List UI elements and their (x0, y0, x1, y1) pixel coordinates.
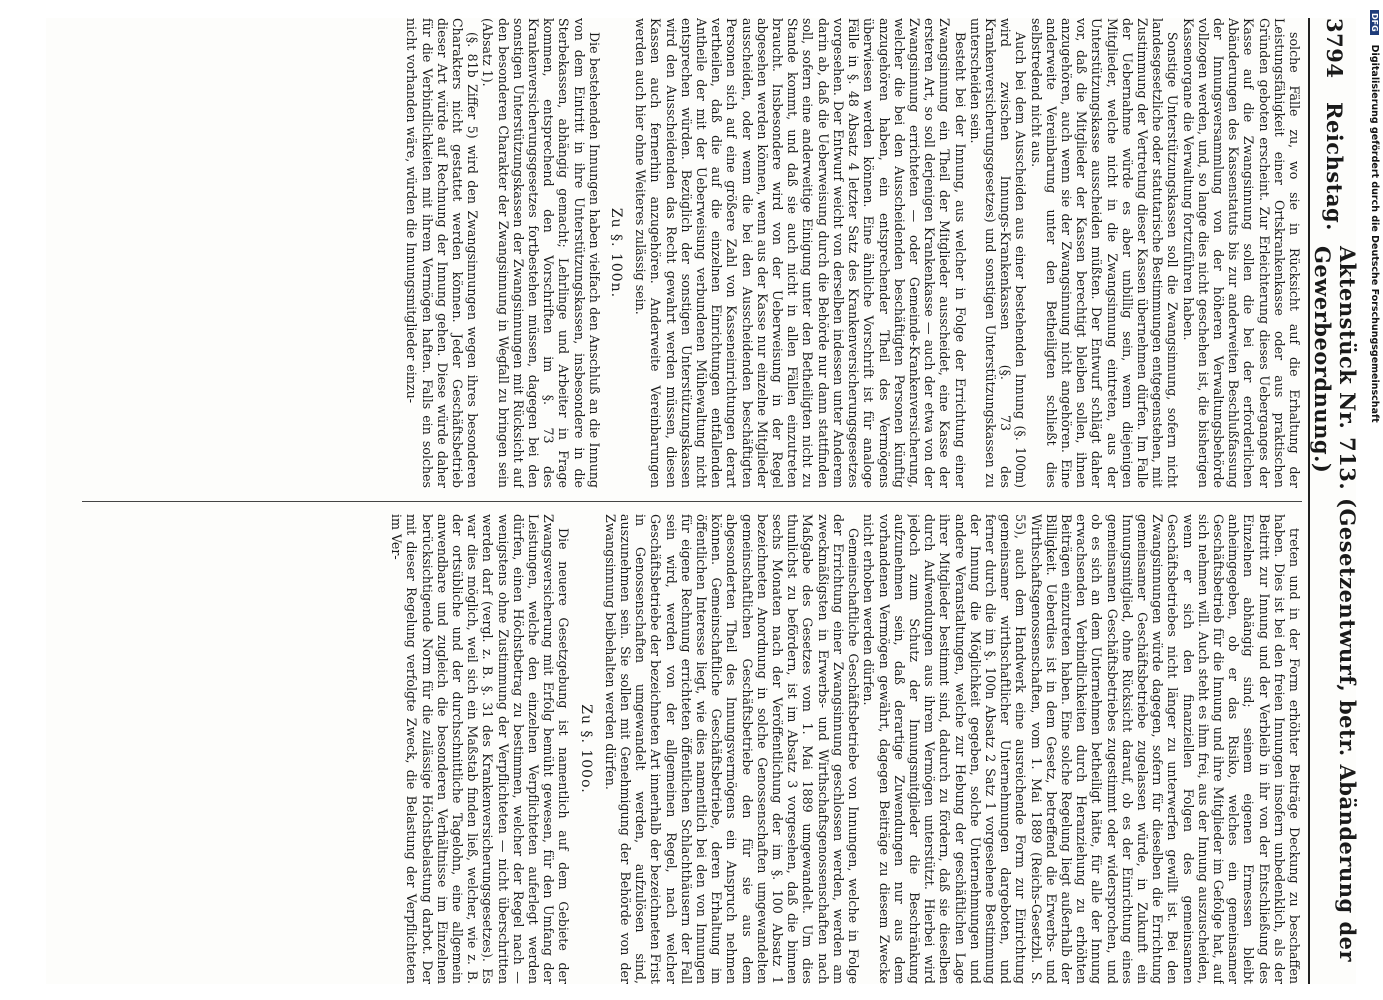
funding-text: Digitalisierung gefördert durch die Deutsche Forschungsgemeinschaft (1369, 44, 1380, 423)
scanned-page (46, 18, 1360, 984)
dfg-logo: DFG (1370, 10, 1379, 35)
digitization-sidebar (1368, 10, 1380, 990)
paragraph: solche Fälle zu, wo sie in Rücksicht auf die Erhaltung der Leistungsfähigkeit einer Ortskrankenkasse oder aus praktischen Gründen geboten erscheint. Zur Erleichterung dieses Ueberganges der Kasse auf die Zwangsinnung sollen die bei der erforderlichen Abänderungen des Kassenstatuts bis zur anderweiten Beschlußfassung der Innungsversammlung von der höheren Verwaltungsbehörde vollzogen werden, und, so lange dies nicht geschehen ist, die bisherigen Kassenorgane die Verwaltung fortzuführen haben. (1180, 18, 1302, 488)
paragraph: Gemeinschaftliche Geschäftsbetriebe von Innungen, welche in Folge der Errichtung einer Zwangsinnung geschlossen werden, werden am zweckmäßigsten in Erwerbs- und Wirthschaftsgenossenschaften nach Maßgabe des Gesetzes vom 1. Mai 1889 umgewandelt. Um dies thunlichst zu befördern, ist im Absatz 3 vorgesehen, daß die binnen sechs Monaten nach der Veröffentlichung der im §. 100 Absatz 1 bezeichneten Anordnung in solche Genossenschaften umgewandelten gemeinschaftlichen Geschäftsbetriebe den für sie aus dem abgesonderten Theil des Innungsvermögens ein Anspruch nehmen können. Gemeinschaftliche Geschäftsbetriebe, deren Erhaltung im öffentlichen Interesse liegt, wie dies namentlich bei den von Innungen für eigene Rechnung errichteten öffentlichen Schlachthäusern der Fall sein wird, werden von der allgemeinen Regel, nach welcher Geschäftsbetriebe der bezeichneten Art innerhalb der bezeichneten Frist in Genossenschaften umgewandelt werden, aufzulösen sind, auszunehmen sein. Sie sollen mit Genehmigung der Behörde von der Zwangsinnung beibehalten werden dürfen. (602, 514, 862, 984)
section-heading: Zu §. 100n. (608, 207, 625, 299)
right-column (67, 514, 1302, 984)
chamber-name: Reichstag. (1322, 102, 1348, 231)
paragraph: Die bestehenden Innungen haben vielfach den Anschluß an die Innung von dem Eintritt in ihre Unterstützungskassen, insbesondere in die Sterbekassen, abhängig gemacht; Lehrlinge und Arbeiter in Frage kommen, entsprechend den Vorschriften im §. 73 des Krankenversicherungsgesetzes fortbestehen müssen, dagegen bei den sonstigen Unterstützungskassen der Zwangsinnungen mit Rücksicht auf den besonderen Charakter der Zwangsinnung in Wegfall zu bringen sein (Absatz 1). (480, 18, 602, 488)
page-number: 3794 (1322, 18, 1348, 79)
paragraph: treten und in der Form erhöhter Beiträge Deckung zu beschaffen haben. Dies ist bei den freien Innungen insofern unbedenklich, als der Beitritt zur Innung und der Verbleib in ihr von der Entschließung des Einzelnen abhängig sind; seinem eigenen Ermessen bleibt anheimgegeben, ob er das Risiko, welches ein gemeinsamer Geschäftsbetrieb für die Innung und ihre Mitglieder im Gefolge hat, auf sich nehmen will. Auch steht es ihm frei, aus der Innung auszuscheiden, wenn er sich den finanziellen Folgen des gemeinsamen Geschäftsbetriebes nicht länger zu unterwerfen gewillt ist. Bei den Zwangsinnungen würde dagegen, sofern für dieselben die Errichtung gemeinsamer Geschäftsbetriebe zugelassen würde, in Zukunft ein Innungsmitglied, ohne Rücksicht darauf, ob es der Einrichtung eines gemeinsamen Geschäftsbetriebes zugestimmt oder widersprochen, und ob es sich an dem Unternehmen betheiligt hätte, für alle der Innung erwachsenden Verbindlichkeiten durch Heranziehung zu erhöhten Beiträgen einzutreten haben. Eine solche Regelung liegt außerhalb der Billigkeit. Ueberdies ist in dem Gesetz, betreffend die Erwerbs- und Wirthschaftsgenossenschaften, vom 1. Mai 1889 (Reichs-Gesetzbl. S. 55), auch dem Handwerk eine ausreichende Form zur Einrichtung gemeinsamer wirthschaftlicher Unternehmungen dargeboten, und ferner durch die im §. 100n Absatz 2 Satz 1 vorgesehene Bestimmung der Innung die Möglichkeit gegeben, solche Unternehmungen und andere Veranstaltungen, welche zur Hebung der geschäftlichen Lage ihrer Mitglieder bestimmt sind, dadurch zu fördern, daß sie dieselben durch Aufwendungen aus ihrem Vermögen unterstützt. Hierbei wird jedoch zum Schutz der Innungsmitglieder die Beschränkung aufzunehmen sein, daß derartige Zuwendungen nur aus dem vorhandenen Vermögen gewährt, dagegen Beiträge zu diesem Zwecke nicht erhoben werden dürfen. (861, 514, 1302, 984)
funding-note (1368, 10, 1380, 990)
paragraph: Die neuere Gesetzgebung ist namentlich auf dem Gebiete der Zwangsversicherung mit Erfolg bemüht gewesen, für den Umfang der Leistungen, welche den einzelnen Verpflichteten auferlegt werden dürfen, einen Höchstbetrag zu bestimmen, welcher der Regel nach — wenigstens ohne Zustimmung der Verpflichteten — nicht überschritten werden darf (vergl. z. B. §. 31 des Krankenversicherungsgesetzes). Es war dies möglich, weil sich ein Maßstab finden ließ, welcher, wie z. B. der ortsübliche und der durchschnittliche Tagelohn, eine allgemein anwendbare und zugleich die besonderen Verhältnisse im Einzelnen berücksichtigende Norm für die zulässige Höchstbelastung darbot. Der mit dieser Regelung verfolgte Zweck, die Belastung der Verpflichteten im Ver- (389, 514, 572, 984)
paragraph: (§. 81b Ziffer 5) wird den Zwangsinnungen wegen ihres besonderen Charakters nicht gestattet werden können. Jeder Geschäftsbetrieb dieser Art würde auf Rechnung der Innung gehen. Diese würde daher für die Verbindlichkeiten mit ihrem Vermögen haften. Falls ein solches nicht vorhanden wäre, würden die Innungsmitglieder einzu- (404, 18, 481, 488)
header-rule (1308, 18, 1310, 984)
rotated-page-content (46, 18, 1360, 984)
paragraph: Besteht bei der Innung, aus welcher in Folge der Errichtung einer Zwangsinnung ein Theil der Mitglieder ausscheidet, eine Kasse der ersteren Art, so soll derjenigen Krankenkasse — auch der etwa von der Zwangsinnung errichteten — oder Gemeinde-Krankenversicherung, welcher die bei den Ausscheidenden beschäftigten Personen künftig anzugehören haben, ein entsprechender Theil des Vermögens überwiesen werden können. Eine ähnliche Vorschrift ist für analoge Fälle in §. 48 Absatz 4 letzter Satz des Krankenversicherungsgesetzes vorgesehen. Der Entwurf weicht von derselben indessen unter Anderem darin ab, daß die Ueberweisung durch die Behörde nur dann stattfinden soll, sofern eine anderweitige Einigung unter den Betheiligten nicht zu Stande kommt, und daß sie auch nicht in allen Fällen einzutreten braucht. Insbesondere wird von der Ueberweisung in der Regel abgesehen werden können, wenn aus der Kasse nur einzelne Mitglieder ausscheiden, oder wenn die bei den Ausscheidenden beschäftigten Personen sich auf eine größere Zahl von Kasseneinrichtungen derart vertheilen, daß die auf die einzelnen Einrichtungen entfallenden Antheile der mit der Ueberweisung verbundenen Mühewaltung nicht entsprechen würden. Bezüglich der sonstigen Unterstützungskassen wird den Ausscheidenden das Recht gewahrt werden müssen, diesen Kassen auch fernerhin anzugehören. Anderweite Vereinbarungen werden auch hier ohne Weiteres zulässig sein. (633, 18, 968, 488)
left-column (67, 18, 1302, 488)
paragraph: Sonstige Unterstützungskassen soll die Zwangsinnung, sofern nicht landesgesetzliche oder statutarische Bestimmungen entgegenstehen, mit Zustimmung der Vertretung dieser Kassen übernehmen dürfen. Im Falle der Uebernahme würde es aber unbillig sein, wenn diejenigen Mitglieder, welche nicht in die Zwangsinnung eintreten, aus der Unterstützungskasse ausscheiden müßten. Der Entwurf schlägt daher vor, daß die Mitglieder der Kassen berechtigt bleiben sollen, ihnen anzugehören, auch wenn sie der Zwangsinnung nicht angehören. Eine anderweite Vereinbarung unter den Betheiligten schließt dies selbstredend nicht aus. (1028, 18, 1181, 488)
column-divider (82, 501, 1302, 502)
paragraph: Auch bei dem Ausscheiden aus einer bestehenden Innung (§. 100m) wird zwischen Innungs-Krankenkassen (§. 73 des Krankenversicherungsgesetzes) und sonstigen Unterstützungskassen zu unterscheiden sein. (967, 18, 1029, 488)
page-header (1310, 18, 1360, 984)
document-title: Aktenstück Nr. 713. (Gesetzentwurf, betr. Abänderung der Gewerbeordnung.) (1310, 246, 1360, 963)
section-heading: Zu §. 100o. (577, 704, 594, 794)
